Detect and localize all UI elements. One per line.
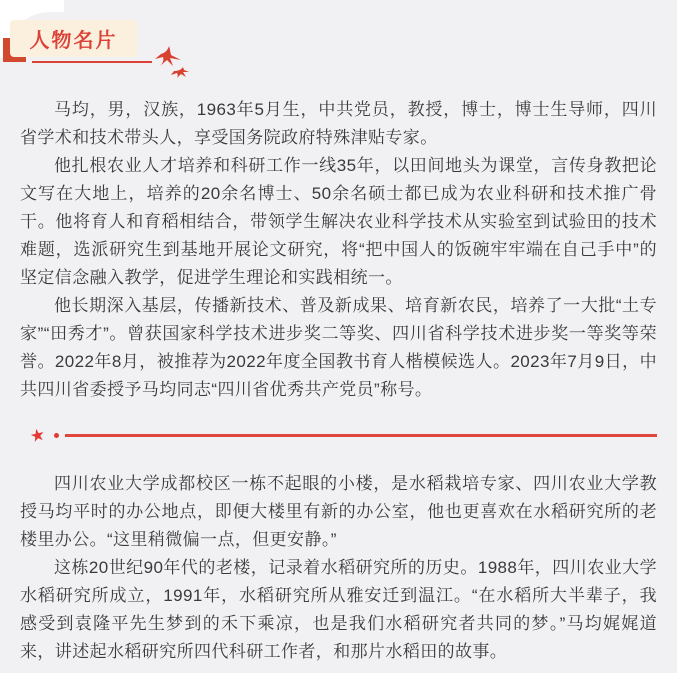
profile-paragraph: 他扎根农业人才培养和科研工作一线35年，以田间地头为课堂，言传身教把论文写在大地上，培养的20余名博士、50余名硕士都已成为农业科研和技术推广骨干。他将育人和育稻相结合，带领学生解决农业科学技术从实验室到试验田的技术难题，选派研究生到基地开展论文研究，将“把中国人的饭碗牢牢端在自己手中”的坚定信念融入教学，促进学生理论和实践相统一。 (20, 156, 657, 287)
story-section (20, 470, 657, 666)
section-header (0, 0, 677, 90)
divider-line (65, 434, 657, 437)
section-title: 人物名片 (29, 30, 118, 52)
profile-section (20, 96, 657, 404)
story-paragraph: 这栋20世纪90年代的老楼，记录着水稻研究所的历史。1988年，四川农业大学水稻研究所成立，1991年，水稻研究所从雅安迁到温江。“在水稻所大半辈子，我感受到袁隆平先生梦到的禾下乘凉，也是我们水稻研究者共同的梦。”马均娓娓道来，讲述起水稻研究所四代科研工作者，和那片水稻田的故事。 (20, 558, 657, 661)
profile-paragraph: 他长期深入基层，传播新技术、普及新成果、培育新农民，培养了一大批“土专家”“田秀才”。曾获国家科学技术进步奖二等奖、四川省科学技术进步奖一等奖等荣誉。2022年8月，被推荐为2022年度全国教书育人楷模候选人。2023年7月9日，中共四川省委授予马均同志“四川省优秀共产党员”称号。 (20, 296, 657, 399)
story-paragraph: 四川农业大学成都校区一栋不起眼的小楼，是水稻栽培专家、四川农业大学教授马均平时的办公地点，即便大楼里有新的办公室，他也更喜欢在水稻研究所的老楼里办公。“这里稍微偏一点，但更安静。” (20, 474, 657, 549)
profile-paragraph: 马均，男，汉族，1963年5月生，中共党员，教授，博士，博士生导师，四川省学术和技术带头人，享受国务院政府特殊津贴专家。 (20, 100, 657, 147)
swallow-birds-icon (155, 45, 197, 79)
dot-icon (54, 433, 59, 438)
section-divider (30, 425, 657, 445)
section-title-badge (10, 20, 137, 57)
star-icon: ★ (28, 424, 48, 446)
header-underline (32, 61, 152, 63)
